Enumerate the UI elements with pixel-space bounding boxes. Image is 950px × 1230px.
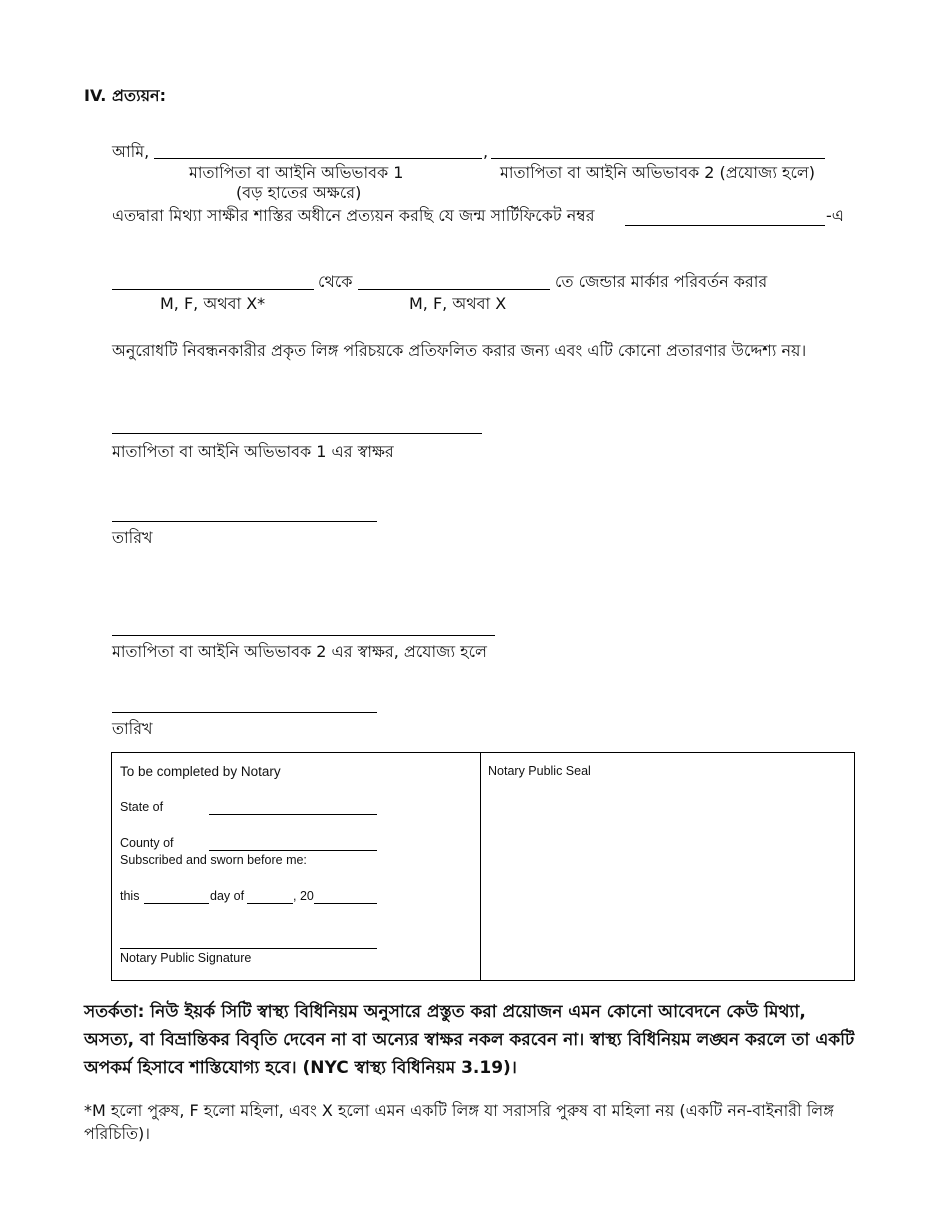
parent1-caption: মাতাপিতা বা আইনি অভিভাবক 1 xyxy=(189,163,404,182)
notary-divider xyxy=(480,753,481,980)
notary-seal-label: Notary Public Seal xyxy=(488,764,591,778)
notary-state-field[interactable] xyxy=(209,814,377,815)
notary-day-field[interactable] xyxy=(144,903,209,904)
parent1-signature-label: মাতাপিতা বা আইনি অভিভাবক 1 এর স্বাক্ষর xyxy=(112,442,394,461)
notary-county-label: County of xyxy=(120,836,174,850)
section-number: IV. xyxy=(84,86,107,105)
notary-box xyxy=(111,752,855,981)
parent2-signature-field[interactable] xyxy=(112,635,495,636)
warning-text: সতর্কতা: নিউ ইয়র্ক সিটি স্বাস্থ্য বিধিনিয়ম অনুসারে প্রস্তুত করা প্রয়োজন এমন কোনো আবেদনে কেউ মিথ্যা, অসত্য, বা বিভ্রান্তিকর বিবৃতি দেবেন না বা অন্যের স্বাক্ষর নকল করবেন না। স্বাস্থ্য বিধিনিয়ম লঙ্ঘন করলে তা একটি অপকর্ম হিসাবে শাস্তিযোগ্য হবে। (NYC স্বাস্থ্য বিধিনিয়ম 3.19)। xyxy=(84,1002,855,1078)
certify-suffix: -এ xyxy=(826,206,844,225)
parent1-signature-field[interactable] xyxy=(112,433,482,434)
request-text: অনুরোধটি নিবন্ধনকারীর প্রকৃত লিঙ্গ পরিচয়কে প্রতিফলিত করার জন্য এবং এটি কোনো প্রতারণার উদ্দেশ্য নয়। xyxy=(112,341,807,360)
from-word: থেকে xyxy=(318,272,353,291)
block-letters-caption: (বড় হাতের অক্ষরে) xyxy=(236,183,362,202)
date2-label: তারিখ xyxy=(112,719,153,738)
date1-label: তারিখ xyxy=(112,528,153,547)
notary-this-label: this xyxy=(120,889,140,903)
from-gender-field[interactable] xyxy=(112,289,314,290)
to-caption: M, F, অথবা X xyxy=(409,294,507,313)
comma: , xyxy=(483,142,489,161)
notary-signature-label: Notary Public Signature xyxy=(120,951,252,965)
to-gender-field[interactable] xyxy=(358,289,550,290)
notary-county-field[interactable] xyxy=(209,850,377,851)
certify-text: এতদ্বারা মিথ্যা সাক্ষীর শাস্তির অধীনে প্রত্যয়ন করছি যে জন্ম সার্টিফিকেট নম্বর xyxy=(112,206,595,225)
parent2-name-field[interactable] xyxy=(491,158,825,159)
footnote-text: *M হলো পুরুষ, F হলো মহিলা, এবং X হলো এমন একটি লিঙ্গ যা সরাসরি পুরুষ বা মহিলা নয় (একটি নন-বাইনারী লিঙ্গ পরিচিতি)। xyxy=(84,1101,834,1143)
date1-field[interactable] xyxy=(112,521,377,522)
notary-sworn-label: Subscribed and sworn before me: xyxy=(120,853,307,867)
notary-header: To be completed by Notary xyxy=(120,764,281,779)
notary-state-label: State of xyxy=(120,800,164,814)
notary-day-of-label: day of xyxy=(210,889,245,903)
parent1-name-field[interactable] xyxy=(154,158,482,159)
intro-text: আমি, xyxy=(112,142,150,161)
notary-month-field[interactable] xyxy=(247,903,293,904)
from-caption: M, F, অথবা X* xyxy=(160,294,266,313)
notary-signature-field[interactable] xyxy=(120,948,377,949)
change-text: তে জেন্ডার মার্কার পরিবর্তন করার xyxy=(555,272,768,291)
section-title: প্রত্যয়ন: xyxy=(112,86,166,105)
date2-field[interactable] xyxy=(112,712,377,713)
notary-year-field[interactable] xyxy=(314,903,377,904)
notary-year-prefix: , 20 xyxy=(293,889,314,903)
parent2-signature-label: মাতাপিতা বা আইনি অভিভাবক 2 এর স্বাক্ষর, প্রযোজ্য হলে xyxy=(112,642,487,661)
parent2-caption: মাতাপিতা বা আইনি অভিভাবক 2 (প্রযোজ্য হলে) xyxy=(500,163,816,182)
birth-certificate-number-field[interactable] xyxy=(625,225,825,226)
